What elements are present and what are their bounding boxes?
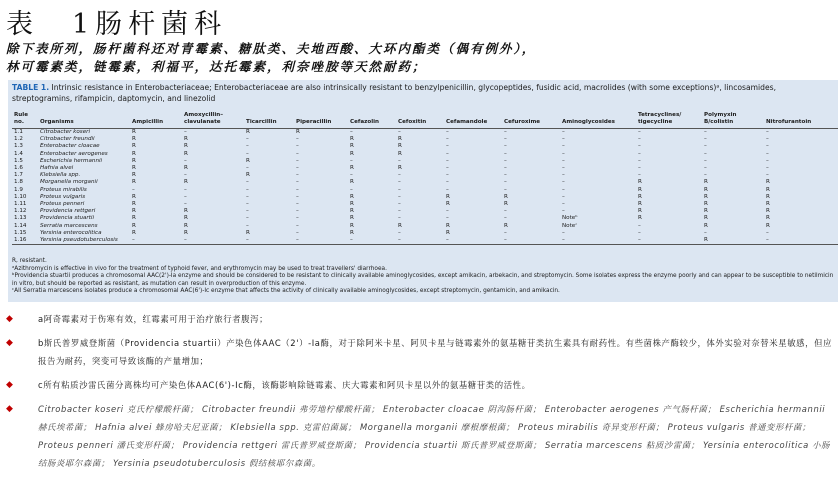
table-cell: – — [348, 237, 396, 245]
bullet-diamond-icon: ◆ — [6, 380, 14, 390]
table-cell: R — [132, 222, 136, 229]
table-cell: – — [504, 129, 507, 135]
table-cell: – — [296, 143, 299, 150]
intro-text — [6, 40, 834, 76]
table-cell: – — [638, 229, 641, 236]
table-cell: R — [184, 215, 188, 222]
table-cell: – — [294, 237, 348, 245]
table-cell: – — [398, 129, 401, 135]
table-cell: R — [398, 150, 402, 157]
table-cell: – — [562, 179, 565, 186]
table-cell: – — [296, 165, 299, 172]
table-row — [12, 208, 838, 215]
table-cell: – — [638, 143, 641, 150]
table-cell: R — [398, 222, 402, 229]
table-cell: – — [444, 237, 502, 245]
table-cell: – — [296, 215, 299, 222]
table-cell: – — [446, 157, 449, 164]
table-cell: 1.3 — [14, 143, 23, 150]
table-cell: R — [184, 222, 188, 229]
organism-cell: Klebsiella spp. — [40, 172, 81, 179]
table-cell: – — [246, 222, 249, 229]
table-cell: – — [246, 193, 249, 200]
table-cell: R — [132, 143, 136, 150]
table-cell: – — [504, 172, 507, 179]
table-cell: 1.4 — [14, 150, 23, 157]
organism-cell: Providencia stuartii — [40, 215, 95, 222]
table-cell: – — [504, 157, 507, 164]
table-cell: R — [704, 186, 708, 193]
table-cell: – — [246, 150, 249, 157]
organism-cell: Proteus mirabilis — [40, 186, 87, 193]
table-cell: – — [704, 229, 707, 236]
table-cell: – — [446, 215, 449, 222]
table-cell: – — [562, 129, 565, 135]
table-cell: 1.5 — [14, 157, 23, 164]
table-cell: – — [638, 150, 641, 157]
table-cell: R — [504, 193, 508, 200]
table-cell: – — [638, 157, 641, 164]
table-cell: – — [562, 186, 565, 193]
organism-cell: Proteus vulgaris — [40, 193, 86, 200]
table-body — [12, 129, 838, 245]
table-cell: – — [246, 143, 249, 150]
table-cell: – — [184, 201, 187, 208]
table-cell: R — [184, 229, 188, 236]
table-cell: – — [296, 150, 299, 157]
bullet-text: b斯氏普罗威登斯菌（Providencia stuartii）产染色体AAC（2'）-Ia酶，对于除阿米卡星、阿贝卡星与链霉素外的氨基糖苷类抗生素具有耐药性。有些菌株产酶较少，体外实验对奈替米星敏感，但应报告为耐药，突变可导致该酶的产量增加； — [38, 338, 833, 366]
table-cell: R — [704, 222, 708, 229]
table-cell: – — [562, 193, 565, 200]
table-header-row — [12, 112, 838, 129]
table-cell: – — [350, 157, 353, 164]
table-row — [12, 172, 838, 179]
table-cell: R — [132, 208, 136, 215]
column-header: Cefoxitin — [396, 112, 444, 129]
column-header: Ticarcillin — [244, 112, 294, 129]
table-cell: 1.13 — [14, 215, 27, 222]
bullet-text: Citrobacter koseri 克氏柠檬酸杆菌； Citrobacter freundii 弗劳地柠檬酸杆菌； Enterobacter cloacae 阴沟肠杆菌； Enterobacter aerogenes 产气肠杆菌； Escherichia hermannii 赫氏埃希菌； Hafnia alvei 蜂房哈夫尼亚菌； Klebsiella spp. 克雷伯菌属； Morganella morganii 摩根摩根菌； Proteus mirabilis 奇异变形杆菌； Proteus vulgaris 普通变形杆菌； Proteus penneri 潘氏变形杆菌； Providencia rettgeri 雷氏普罗威登斯菌； Providencia stuartii 斯氏普罗威登斯菌； Serratia marcescens 粘质沙雷菌； Yersinia enterocolitica 小肠结肠炎耶尔森菌； Yersinia pseudotuberculosis 假结核耶尔森菌。 — [38, 404, 831, 468]
table-cell: R — [184, 165, 188, 172]
table-cell: R — [132, 157, 136, 164]
table-row — [12, 136, 838, 143]
organism-cell: Escherichia hermannii — [40, 157, 103, 164]
table-cell: 1.2 — [14, 136, 23, 143]
table-cell: – — [446, 129, 449, 135]
table-row — [12, 165, 838, 172]
table-cell: R — [184, 143, 188, 150]
organism-cell: Citrobacter koseri — [40, 129, 91, 135]
table-row — [12, 215, 838, 222]
table-cell: R — [638, 186, 642, 193]
column-header: Tetracyclines/ tigecycline — [636, 112, 702, 129]
table-cell: – — [562, 208, 565, 215]
table-cell: – — [562, 143, 565, 150]
table-cell: R — [132, 193, 136, 200]
footnote: ᵇProvidencia stuartii produces a chromosomal AAC(2')-Ia enzyme and should be considered to be resistant to clinically available aminoglycosides, except amikacin, arbekacin, and streptomycin. Some isolates express the enzyme poorly and can appear to be susceptible to netilmicin in vitro, but should be reported as resistant, as mutation can result in overproduction of this enzyme. — [12, 273, 834, 287]
table-cell: – — [562, 229, 565, 236]
table-cell: R — [638, 201, 642, 208]
table-cell: – — [446, 208, 449, 215]
table-cell: – — [504, 150, 507, 157]
table-cell: R — [350, 136, 354, 143]
table-cell: – — [296, 201, 299, 208]
table-cell: R — [246, 229, 250, 236]
table-cell: R — [246, 172, 250, 179]
column-header: Rule no. — [12, 112, 38, 129]
table-cell: – — [562, 172, 565, 179]
bullet-item — [6, 376, 834, 394]
table-cell: 1.14 — [14, 222, 27, 229]
page-title: 表 1肠杆菌科 — [6, 9, 228, 40]
table-cell: – — [764, 237, 838, 245]
table-cell: – — [562, 201, 565, 208]
table-cell: – — [504, 186, 507, 193]
table-cell: – — [296, 193, 299, 200]
table-cell: – — [766, 136, 769, 143]
table-cell: – — [504, 215, 507, 222]
column-header: Organisms — [38, 112, 130, 129]
table-cell: – — [504, 143, 507, 150]
table-row — [12, 151, 838, 158]
organism-cell: Enterobacter aerogenes — [40, 150, 108, 157]
table-cell: R — [766, 215, 770, 222]
table-cell: R — [184, 208, 188, 215]
table-cell: – — [182, 237, 244, 245]
table-cell: R — [132, 172, 136, 179]
organism-cell: Citrobacter freundii — [40, 136, 95, 143]
column-header: Aminoglycosides — [560, 112, 636, 129]
table-cell: R — [132, 215, 136, 222]
table-cell: Noteᵇ — [562, 215, 578, 222]
table-cell: – — [504, 229, 507, 236]
table-cell: R — [704, 215, 708, 222]
table-cell: R — [704, 179, 708, 186]
table-cell: R — [350, 222, 354, 229]
table-cell: R — [132, 229, 136, 236]
table-cell: – — [766, 143, 769, 150]
table-cell: R — [184, 179, 188, 186]
table-cell: – — [504, 136, 507, 143]
table-cell: R — [398, 165, 402, 172]
column-header: Piperacillin — [294, 112, 348, 129]
table-cell: – — [296, 136, 299, 143]
bullet-diamond-icon: ◆ — [6, 314, 14, 324]
table-cell: 1.8 — [14, 179, 23, 186]
table-cell: R — [132, 165, 136, 172]
table-row — [12, 194, 838, 201]
table-cell: – — [446, 179, 449, 186]
table-cell: – — [446, 143, 449, 150]
table-row — [12, 158, 838, 165]
table-cell: – — [766, 150, 769, 157]
table-cell: – — [398, 193, 401, 200]
table-cell: – — [246, 201, 249, 208]
table-cell: R — [766, 186, 770, 193]
table-cell: – — [398, 179, 401, 186]
table-row — [12, 179, 838, 186]
table-cell: – — [638, 136, 641, 143]
table-cell: R — [398, 136, 402, 143]
table-cell: – — [636, 237, 702, 245]
column-header: Cefazolin — [348, 112, 396, 129]
column-header: Ampicillin — [130, 112, 182, 129]
column-header: Amoxycillin–clavulanate — [182, 112, 244, 129]
table-cell: 1.10 — [14, 193, 27, 200]
table-cell: – — [638, 172, 641, 179]
footnote: ᶜAll Serratia marcescens isolates produce a chromosomal AAC(6')-Ic enzyme that affects the activity of clinically available aminoglycosides, except streptomycin, gentamicin, and amikacin. — [12, 288, 560, 295]
table-cell: R — [350, 143, 354, 150]
column-header: Cefamandole — [444, 112, 502, 129]
table-caption — [12, 83, 838, 104]
table-cell: – — [398, 186, 401, 193]
table-cell: – — [766, 129, 769, 135]
table-cell: – — [246, 215, 249, 222]
table-cell: R — [246, 129, 250, 135]
table-cell: 1.11 — [14, 201, 27, 208]
table-cell: – — [398, 172, 401, 179]
table-cell: – — [132, 186, 135, 193]
table-cell: R — [350, 229, 354, 236]
footnote: ᵃAzithromycin is effective in vivo for the treatment of typhoid fever, and erythromycin may be used to treat travellers' diarrhoea. — [12, 265, 387, 272]
table-cell: R — [184, 136, 188, 143]
table-cell: – — [296, 186, 299, 193]
table-cell: – — [704, 150, 707, 157]
table-cell: R — [446, 193, 450, 200]
resistance-table-figure — [8, 80, 838, 302]
table-cell: – — [446, 186, 449, 193]
table-cell: R — [766, 201, 770, 208]
bullet-text: c所有粘质沙雷氏菌分离株均可产染色体AAC(6')-Ic酶，该酶影响除链霉素、庆大霉素和阿贝卡星以外的氨基糖苷类的活性。 — [38, 380, 531, 390]
table-cell: 1.15 — [14, 229, 27, 236]
table-cell: 1.9 — [14, 186, 23, 193]
table-cell: R — [504, 222, 508, 229]
table-cell: – — [560, 237, 636, 245]
table-cell: – — [562, 136, 565, 143]
table-cell: R — [184, 150, 188, 157]
table-cell: R — [350, 193, 354, 200]
table-cell: – — [562, 157, 565, 164]
organism-cell: Providencia rettgeri — [40, 208, 96, 215]
table-cell: – — [184, 157, 187, 164]
table-cell: – — [766, 172, 769, 179]
table-cell: – — [398, 157, 401, 164]
bullet-item — [6, 334, 834, 370]
table-cell: – — [504, 208, 507, 215]
bullet-diamond-icon: ◆ — [6, 338, 14, 348]
table-cell: Noteᶜ — [562, 222, 578, 229]
table-cell: – — [350, 129, 353, 135]
table-cell: – — [244, 237, 294, 245]
bullet-diamond-icon: ◆ — [6, 404, 14, 414]
table-row — [12, 223, 838, 230]
table-cell: R — [704, 208, 708, 215]
table-cell: – — [398, 215, 401, 222]
table-footnotes — [12, 258, 838, 296]
table-cell: – — [704, 165, 707, 172]
table-cell: – — [246, 208, 249, 215]
table-cell: – — [704, 157, 707, 164]
organism-cell: Hafnia alvei — [40, 165, 74, 172]
table-caption-label: TABLE 1. — [12, 83, 50, 92]
table-cell: – — [296, 229, 299, 236]
organism-cell: Enterobacter cloacae — [40, 143, 100, 150]
table-cell: R — [638, 179, 642, 186]
table-cell: – — [130, 237, 182, 245]
table-cell: – — [766, 165, 769, 172]
table-cell: R — [350, 150, 354, 157]
table-cell: – — [296, 179, 299, 186]
organism-cell: Yersinia enterocolitica — [40, 229, 102, 236]
footnote: R, resistant. — [12, 258, 47, 264]
table-cell: – — [246, 165, 249, 172]
column-header: Nitrofurantoin — [764, 112, 838, 129]
table-cell: – — [446, 136, 449, 143]
table-cell: R — [766, 208, 770, 215]
table-cell: R — [350, 215, 354, 222]
table-cell: – — [446, 165, 449, 172]
table-cell: – — [184, 193, 187, 200]
bullet-text: a阿奇霉素对于伤寒有效，红霉素可用于治疗旅行者腹泻； — [38, 314, 269, 324]
table-row — [12, 129, 838, 137]
table-cell: R — [446, 229, 450, 236]
table-cell: R — [246, 157, 250, 164]
organism-cell: Serratia marcescens — [40, 222, 98, 229]
table-cell: – — [184, 129, 187, 135]
table-cell: 1.6 — [14, 165, 23, 172]
table-cell: – — [296, 172, 299, 179]
table-cell: R — [350, 208, 354, 215]
table-cell: – — [446, 172, 449, 179]
table-cell: – — [504, 179, 507, 186]
table-cell: – — [398, 201, 401, 208]
organism-cell: Morganella morganii — [40, 179, 98, 186]
table-cell: R — [398, 143, 402, 150]
bullet-item — [6, 310, 834, 328]
table-cell: – — [504, 165, 507, 172]
organism-cell: Yersinia pseudotuberculosis — [38, 237, 130, 245]
table-row — [12, 230, 838, 237]
table-cell: R — [350, 165, 354, 172]
table-cell: – — [246, 136, 249, 143]
table-cell: – — [502, 237, 560, 245]
table-cell: R — [766, 193, 770, 200]
table-cell: R — [132, 136, 136, 143]
table-cell: R — [132, 150, 136, 157]
table-row — [12, 187, 838, 194]
table-cell: – — [704, 172, 707, 179]
table-cell: R — [132, 179, 136, 186]
table-cell: R — [704, 201, 708, 208]
column-header: Cefuroxime — [502, 112, 560, 129]
table-cell: R — [132, 201, 136, 208]
intro-line: 林可霉素类，链霉素，利福平，达托霉素，利奈唑胺等天然耐药； — [6, 59, 427, 74]
table-cell: – — [246, 179, 249, 186]
table-cell: – — [246, 186, 249, 193]
table-cell: R — [504, 201, 508, 208]
intro-line: 除下表所列，肠杆菌科还对青霉素、糖肽类、夫地西酸、大环内酯类（偶有例外）， — [6, 41, 537, 56]
table-row — [12, 237, 838, 245]
bullet-item — [6, 400, 834, 472]
table-cell: – — [638, 165, 641, 172]
table-cell: – — [396, 237, 444, 245]
table-cell: R — [638, 208, 642, 215]
table-cell: R — [350, 201, 354, 208]
table-caption-text: Intrinsic resistance in Enterobacteriaceae; Enterobacteriaceae are also intrinsically resistant to benzylpenicillin, glycopeptides, fusidic acid, macrolides (with some exceptions)ᵃ, lincosamides, streptogramins, rifampicin, daptomycin, and linezolid — [12, 83, 777, 103]
table-cell: R — [766, 179, 770, 186]
table-cell: – — [398, 208, 401, 215]
table-cell: – — [562, 150, 565, 157]
table-cell: R — [446, 222, 450, 229]
table-cell: – — [638, 222, 641, 229]
table-cell: 1.7 — [14, 172, 23, 179]
table-row — [12, 143, 838, 150]
table-cell: R — [638, 215, 642, 222]
table-cell: – — [704, 143, 707, 150]
table-cell: – — [296, 208, 299, 215]
table-cell: R — [296, 129, 300, 135]
table-cell: 1.1 — [14, 129, 23, 135]
table-cell: – — [296, 222, 299, 229]
bullet-list — [6, 310, 834, 478]
table-cell: – — [296, 157, 299, 164]
table-cell: – — [398, 229, 401, 236]
table-cell: R — [702, 237, 764, 245]
table-cell: R — [766, 222, 770, 229]
table-cell: – — [350, 186, 353, 193]
table-cell: – — [766, 229, 769, 236]
resistance-table — [12, 112, 838, 245]
column-header: Polymyxin B/colistin — [702, 112, 764, 129]
table-cell: R — [350, 179, 354, 186]
organism-cell: Proteus penneri — [40, 201, 85, 208]
table-cell: R — [638, 193, 642, 200]
table-cell: – — [184, 172, 187, 179]
table-row — [12, 201, 838, 208]
table-cell: R — [704, 193, 708, 200]
table-cell: – — [562, 165, 565, 172]
table-cell: R — [446, 201, 450, 208]
table-cell: – — [638, 129, 641, 135]
table-cell: – — [184, 186, 187, 193]
table-cell: – — [446, 150, 449, 157]
table-cell: R — [132, 129, 136, 135]
table-cell: 1.16 — [12, 237, 38, 245]
table-cell: – — [350, 172, 353, 179]
table-cell: 1.12 — [14, 208, 27, 215]
table-cell: – — [704, 136, 707, 143]
table-cell: – — [766, 157, 769, 164]
table-cell: – — [704, 129, 707, 135]
